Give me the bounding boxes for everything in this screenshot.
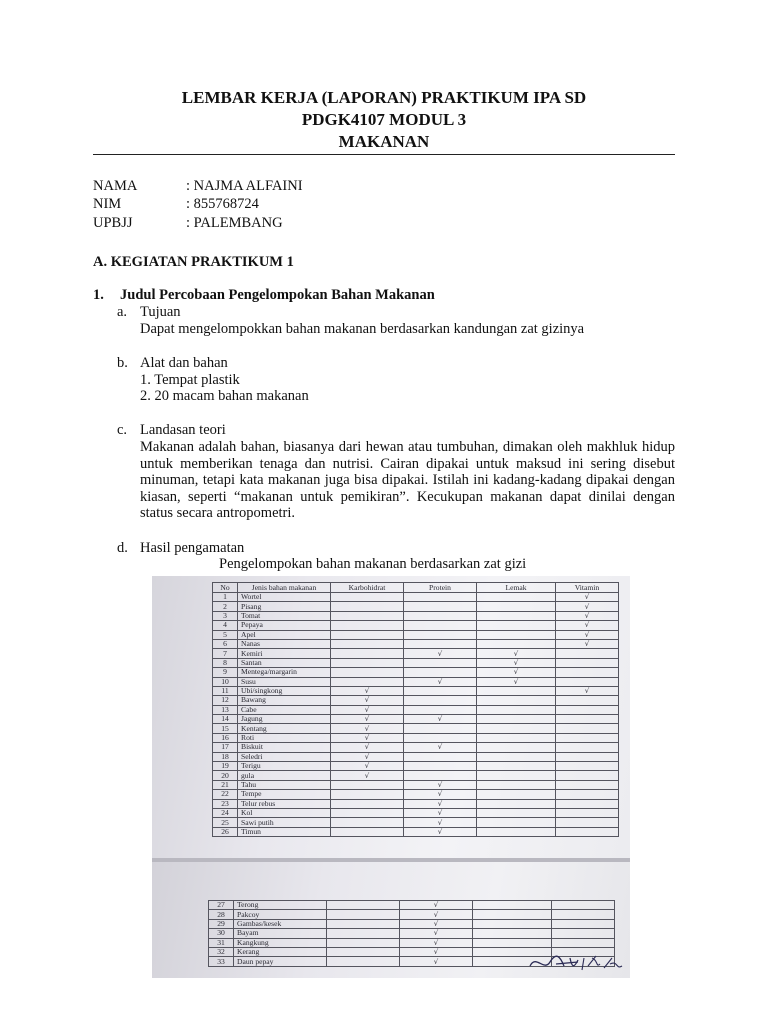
row-food-name: Santan	[238, 658, 331, 667]
row-karbohidrat-mark	[331, 677, 404, 686]
course-code: PDGK4107 MODUL 3	[301, 110, 467, 129]
row-protein-mark	[404, 733, 477, 742]
row-lemak-mark	[477, 611, 556, 620]
row-food-name: Terong	[234, 901, 327, 910]
table-row	[213, 827, 619, 836]
row-vitamin-mark	[556, 827, 619, 836]
row-food-name: Bawang	[238, 696, 331, 705]
row-protein-mark	[404, 696, 477, 705]
row-vitamin-mark	[556, 799, 619, 808]
table-row	[213, 724, 619, 733]
row-karbohidrat-mark	[331, 611, 404, 620]
row-food-name: Cabe	[238, 705, 331, 714]
row-number: 31	[209, 938, 234, 947]
landasan-label: Landasan teori	[140, 422, 226, 438]
row-number: 11	[213, 686, 238, 695]
row-vitamin-mark	[556, 696, 619, 705]
nim-value: : 855768724	[186, 196, 259, 212]
row-number: 33	[209, 957, 234, 966]
nim-label: NIM	[93, 196, 122, 212]
tujuan-marker: a.	[117, 304, 128, 320]
row-protein-mark	[404, 602, 477, 611]
row-lemak-mark	[477, 762, 556, 771]
row-number: 28	[209, 910, 234, 919]
row-number: 7	[213, 649, 238, 658]
handwritten-signature	[526, 950, 626, 976]
table-row	[213, 649, 619, 658]
row-vitamin-mark	[556, 724, 619, 733]
row-food-name: Kol	[238, 808, 331, 817]
row-number: 8	[213, 658, 238, 667]
row-vitamin-mark	[552, 919, 615, 928]
row-food-name: Pakcoy	[234, 910, 327, 919]
row-vitamin-mark	[556, 808, 619, 817]
row-protein-mark: √	[400, 901, 473, 910]
row-karbohidrat-mark	[327, 938, 400, 947]
table-row	[213, 686, 619, 695]
row-protein-mark	[404, 593, 477, 602]
row-number: 30	[209, 929, 234, 938]
row-vitamin-mark: √	[556, 593, 619, 602]
row-number: 23	[213, 799, 238, 808]
table-row	[209, 910, 615, 919]
table-row	[213, 771, 619, 780]
row-lemak-mark	[477, 724, 556, 733]
tujuan-text: Dapat mengelompokkan bahan makanan berdasarkan kandungan zat gizinya	[140, 321, 585, 337]
row-protein-mark: √	[400, 938, 473, 947]
row-vitamin-mark: √	[556, 621, 619, 630]
row-number: 17	[213, 743, 238, 752]
row-karbohidrat-mark	[331, 780, 404, 789]
table-row	[209, 901, 615, 910]
row-lemak-mark	[473, 901, 552, 910]
row-karbohidrat-mark: √	[331, 762, 404, 771]
row-protein-mark	[404, 639, 477, 648]
row-protein-mark: √	[404, 799, 477, 808]
row-vitamin-mark: √	[556, 602, 619, 611]
row-lemak-mark	[477, 715, 556, 724]
row-lemak-mark: √	[477, 649, 556, 658]
row-lemak-mark	[477, 743, 556, 752]
row-number: 1	[213, 593, 238, 602]
row-protein-mark	[404, 752, 477, 761]
row-food-name: Kentang	[238, 724, 331, 733]
row-karbohidrat-mark: √	[331, 686, 404, 695]
row-lemak-mark	[477, 808, 556, 817]
row-karbohidrat-mark	[331, 593, 404, 602]
row-lemak-mark	[477, 790, 556, 799]
tujuan-label: Tujuan	[140, 304, 181, 320]
table-row	[213, 808, 619, 817]
alat-marker: b.	[117, 355, 128, 371]
table-row	[213, 752, 619, 761]
table-row	[213, 818, 619, 827]
row-protein-mark: √	[400, 947, 473, 956]
row-lemak-mark	[473, 938, 552, 947]
observation-table-part-1	[212, 582, 619, 837]
row-protein-mark: √	[404, 649, 477, 658]
table-row	[209, 919, 615, 928]
row-vitamin-mark	[556, 771, 619, 780]
row-protein-mark: √	[404, 677, 477, 686]
row-karbohidrat-mark: √	[331, 743, 404, 752]
row-lemak-mark	[477, 827, 556, 836]
row-lemak-mark	[477, 799, 556, 808]
row-karbohidrat-mark	[331, 649, 404, 658]
row-food-name: Mentega/margarin	[238, 668, 331, 677]
table-row	[213, 677, 619, 686]
row-protein-mark	[404, 686, 477, 695]
row-lemak-mark	[477, 733, 556, 742]
row-vitamin-mark	[556, 743, 619, 752]
row-vitamin-mark	[556, 658, 619, 667]
row-karbohidrat-mark	[331, 818, 404, 827]
row-lemak-mark	[473, 919, 552, 928]
alat-item-2: 2. 20 macam bahan makanan	[140, 388, 309, 404]
row-number: 9	[213, 668, 238, 677]
row-karbohidrat-mark	[331, 790, 404, 799]
row-karbohidrat-mark	[331, 827, 404, 836]
table-row	[213, 668, 619, 677]
row-food-name: Daun pepay	[234, 957, 327, 966]
row-number: 16	[213, 733, 238, 742]
row-food-name: Tahu	[238, 780, 331, 789]
header-no: No	[213, 583, 238, 593]
row-food-name: Terigu	[238, 762, 331, 771]
row-vitamin-mark	[556, 668, 619, 677]
row-lemak-mark	[473, 910, 552, 919]
table-row	[213, 780, 619, 789]
row-karbohidrat-mark: √	[331, 724, 404, 733]
alat-label: Alat dan bahan	[140, 355, 228, 371]
nama-value: : NAJMA ALFAINI	[186, 178, 303, 194]
row-lemak-mark	[477, 780, 556, 789]
table-row	[213, 639, 619, 648]
row-food-name: Gambas/kesek	[234, 919, 327, 928]
row-karbohidrat-mark	[331, 808, 404, 817]
row-food-name: Bayam	[234, 929, 327, 938]
row-food-name: Roti	[238, 733, 331, 742]
table-row	[209, 938, 615, 947]
table-row	[213, 715, 619, 724]
row-vitamin-mark: √	[556, 611, 619, 620]
row-number: 10	[213, 677, 238, 686]
row-number: 2	[213, 602, 238, 611]
row-vitamin-mark	[552, 929, 615, 938]
table-row	[213, 593, 619, 602]
table-row	[213, 733, 619, 742]
row-karbohidrat-mark	[331, 621, 404, 630]
row-karbohidrat-mark: √	[331, 752, 404, 761]
table-row	[213, 705, 619, 714]
row-protein-mark: √	[404, 808, 477, 817]
row-vitamin-mark	[552, 938, 615, 947]
row-food-name: gula	[238, 771, 331, 780]
row-karbohidrat-mark	[327, 919, 400, 928]
row-protein-mark: √	[400, 957, 473, 966]
row-number: 3	[213, 611, 238, 620]
landasan-text: Makanan adalah bahan, biasanya dari hewan atau tumbuhan, dimakan oleh makhluk hidup untuk memberikan tenaga dan nutrisi. Cairan dipakai untuk maksud ini sering disebut minuman, tetapi kata makanan juga bisa dipakai. Istilah ini kadang-kadang dipakai dengan kiasan, seperti “makanan untuk pemikiran”. Kecukupan makanan dapat dinilai dengan status secara antropometri.	[140, 439, 675, 521]
row-number: 5	[213, 630, 238, 639]
item-1-number: 1.	[93, 287, 104, 303]
header-lemak: Lemak	[477, 583, 556, 593]
row-karbohidrat-mark: √	[331, 715, 404, 724]
row-lemak-mark	[477, 705, 556, 714]
report-title: LEMBAR KERJA (LAPORAN) PRAKTIKUM IPA SD	[181, 88, 587, 107]
table-row	[213, 621, 619, 630]
row-number: 22	[213, 790, 238, 799]
row-number: 15	[213, 724, 238, 733]
row-number: 13	[213, 705, 238, 714]
upbjj-value: : PALEMBANG	[186, 215, 283, 231]
table-row	[213, 611, 619, 620]
row-protein-mark	[404, 762, 477, 771]
row-protein-mark	[404, 611, 477, 620]
row-number: 25	[213, 818, 238, 827]
row-lemak-mark	[477, 696, 556, 705]
row-lemak-mark	[473, 929, 552, 938]
row-karbohidrat-mark: √	[331, 733, 404, 742]
row-lemak-mark	[477, 630, 556, 639]
row-vitamin-mark	[556, 677, 619, 686]
row-karbohidrat-mark	[331, 799, 404, 808]
row-lemak-mark	[477, 686, 556, 695]
row-food-name: Biskuit	[238, 743, 331, 752]
row-karbohidrat-mark	[331, 658, 404, 667]
row-food-name: Seledri	[238, 752, 331, 761]
row-number: 12	[213, 696, 238, 705]
row-vitamin-mark	[556, 733, 619, 742]
table-row	[213, 602, 619, 611]
row-number: 19	[213, 762, 238, 771]
row-lemak-mark	[477, 818, 556, 827]
row-karbohidrat-mark	[327, 957, 400, 966]
row-number: 20	[213, 771, 238, 780]
table-header-row	[213, 583, 619, 593]
row-karbohidrat-mark	[327, 901, 400, 910]
row-karbohidrat-mark	[327, 947, 400, 956]
row-karbohidrat-mark	[327, 929, 400, 938]
row-vitamin-mark	[556, 649, 619, 658]
table-row	[213, 799, 619, 808]
row-lemak-mark: √	[477, 677, 556, 686]
table-row	[213, 630, 619, 639]
row-karbohidrat-mark: √	[331, 705, 404, 714]
row-food-name: Kangkung	[234, 938, 327, 947]
title-divider	[93, 154, 675, 155]
row-protein-mark	[404, 621, 477, 630]
row-vitamin-mark	[556, 780, 619, 789]
row-food-name: Apel	[238, 630, 331, 639]
row-karbohidrat-mark	[331, 639, 404, 648]
row-food-name: Pisang	[238, 602, 331, 611]
row-vitamin-mark	[556, 705, 619, 714]
module-topic: MAKANAN	[338, 132, 430, 151]
header-vitamin: Vitamin	[556, 583, 619, 593]
upbjj-label: UPBJJ	[93, 215, 133, 231]
row-number: 6	[213, 639, 238, 648]
row-food-name: Kemiri	[238, 649, 331, 658]
row-karbohidrat-mark	[331, 668, 404, 677]
nama-label: NAMA	[93, 178, 138, 194]
header-jenis: Jenis bahan makanan	[238, 583, 331, 593]
row-karbohidrat-mark	[331, 602, 404, 611]
row-protein-mark: √	[404, 827, 477, 836]
row-vitamin-mark	[552, 910, 615, 919]
row-food-name: Susu	[238, 677, 331, 686]
row-karbohidrat-mark	[331, 630, 404, 639]
row-protein-mark: √	[404, 743, 477, 752]
row-number: 24	[213, 808, 238, 817]
row-protein-mark	[404, 668, 477, 677]
row-vitamin-mark	[556, 715, 619, 724]
row-vitamin-mark: √	[556, 630, 619, 639]
row-protein-mark: √	[400, 919, 473, 928]
row-food-name: Ubi/singkong	[238, 686, 331, 695]
row-food-name: Jagung	[238, 715, 331, 724]
row-protein-mark	[404, 724, 477, 733]
row-protein-mark: √	[404, 818, 477, 827]
table-caption: Pengelompokan bahan makanan berdasarkan zat gizi	[219, 556, 527, 572]
row-number: 27	[209, 901, 234, 910]
row-number: 14	[213, 715, 238, 724]
section-a-heading: A. KEGIATAN PRAKTIKUM 1	[93, 254, 294, 270]
row-vitamin-mark	[556, 752, 619, 761]
row-vitamin-mark	[552, 901, 615, 910]
row-lemak-mark	[477, 593, 556, 602]
row-food-name: Nanas	[238, 639, 331, 648]
row-number: 26	[213, 827, 238, 836]
table-row	[209, 929, 615, 938]
row-lemak-mark	[477, 771, 556, 780]
row-food-name: Kerang	[234, 947, 327, 956]
row-protein-mark	[404, 630, 477, 639]
alat-item-1: 1. Tempat plastik	[140, 372, 240, 388]
hasil-label: Hasil pengamatan	[140, 540, 245, 556]
table-row	[213, 696, 619, 705]
row-protein-mark	[404, 705, 477, 714]
table-row	[213, 790, 619, 799]
row-vitamin-mark: √	[556, 639, 619, 648]
table-row	[213, 658, 619, 667]
row-number: 21	[213, 780, 238, 789]
row-food-name: Tempe	[238, 790, 331, 799]
table-row	[213, 762, 619, 771]
row-lemak-mark	[477, 621, 556, 630]
row-lemak-mark	[477, 752, 556, 761]
observation-photo-1	[152, 576, 630, 858]
row-number: 18	[213, 752, 238, 761]
row-lemak-mark	[477, 639, 556, 648]
landasan-marker: c.	[117, 422, 128, 438]
row-vitamin-mark	[556, 762, 619, 771]
row-protein-mark: √	[400, 910, 473, 919]
row-lemak-mark	[477, 602, 556, 611]
row-number: 4	[213, 621, 238, 630]
row-protein-mark: √	[400, 929, 473, 938]
table-row	[213, 743, 619, 752]
row-protein-mark: √	[404, 780, 477, 789]
row-protein-mark	[404, 658, 477, 667]
row-food-name: Pepaya	[238, 621, 331, 630]
row-vitamin-mark	[556, 818, 619, 827]
row-food-name: Tomat	[238, 611, 331, 620]
row-lemak-mark: √	[477, 658, 556, 667]
row-protein-mark	[404, 771, 477, 780]
row-protein-mark: √	[404, 715, 477, 724]
item-1-heading: Judul Percobaan Pengelompokan Bahan Makanan	[120, 287, 435, 303]
row-number: 32	[209, 947, 234, 956]
row-food-name: Telur rebus	[238, 799, 331, 808]
row-number: 29	[209, 919, 234, 928]
hasil-marker: d.	[117, 540, 128, 556]
row-vitamin-mark	[556, 790, 619, 799]
row-vitamin-mark: √	[556, 686, 619, 695]
row-karbohidrat-mark: √	[331, 771, 404, 780]
row-protein-mark: √	[404, 790, 477, 799]
row-food-name: Wortel	[238, 593, 331, 602]
row-food-name: Sawi putih	[238, 818, 331, 827]
header-karbohidrat: Karbohidrat	[331, 583, 404, 593]
row-karbohidrat-mark: √	[331, 696, 404, 705]
row-food-name: Timun	[238, 827, 331, 836]
row-karbohidrat-mark	[327, 910, 400, 919]
header-protein: Protein	[404, 583, 477, 593]
row-lemak-mark: √	[477, 668, 556, 677]
